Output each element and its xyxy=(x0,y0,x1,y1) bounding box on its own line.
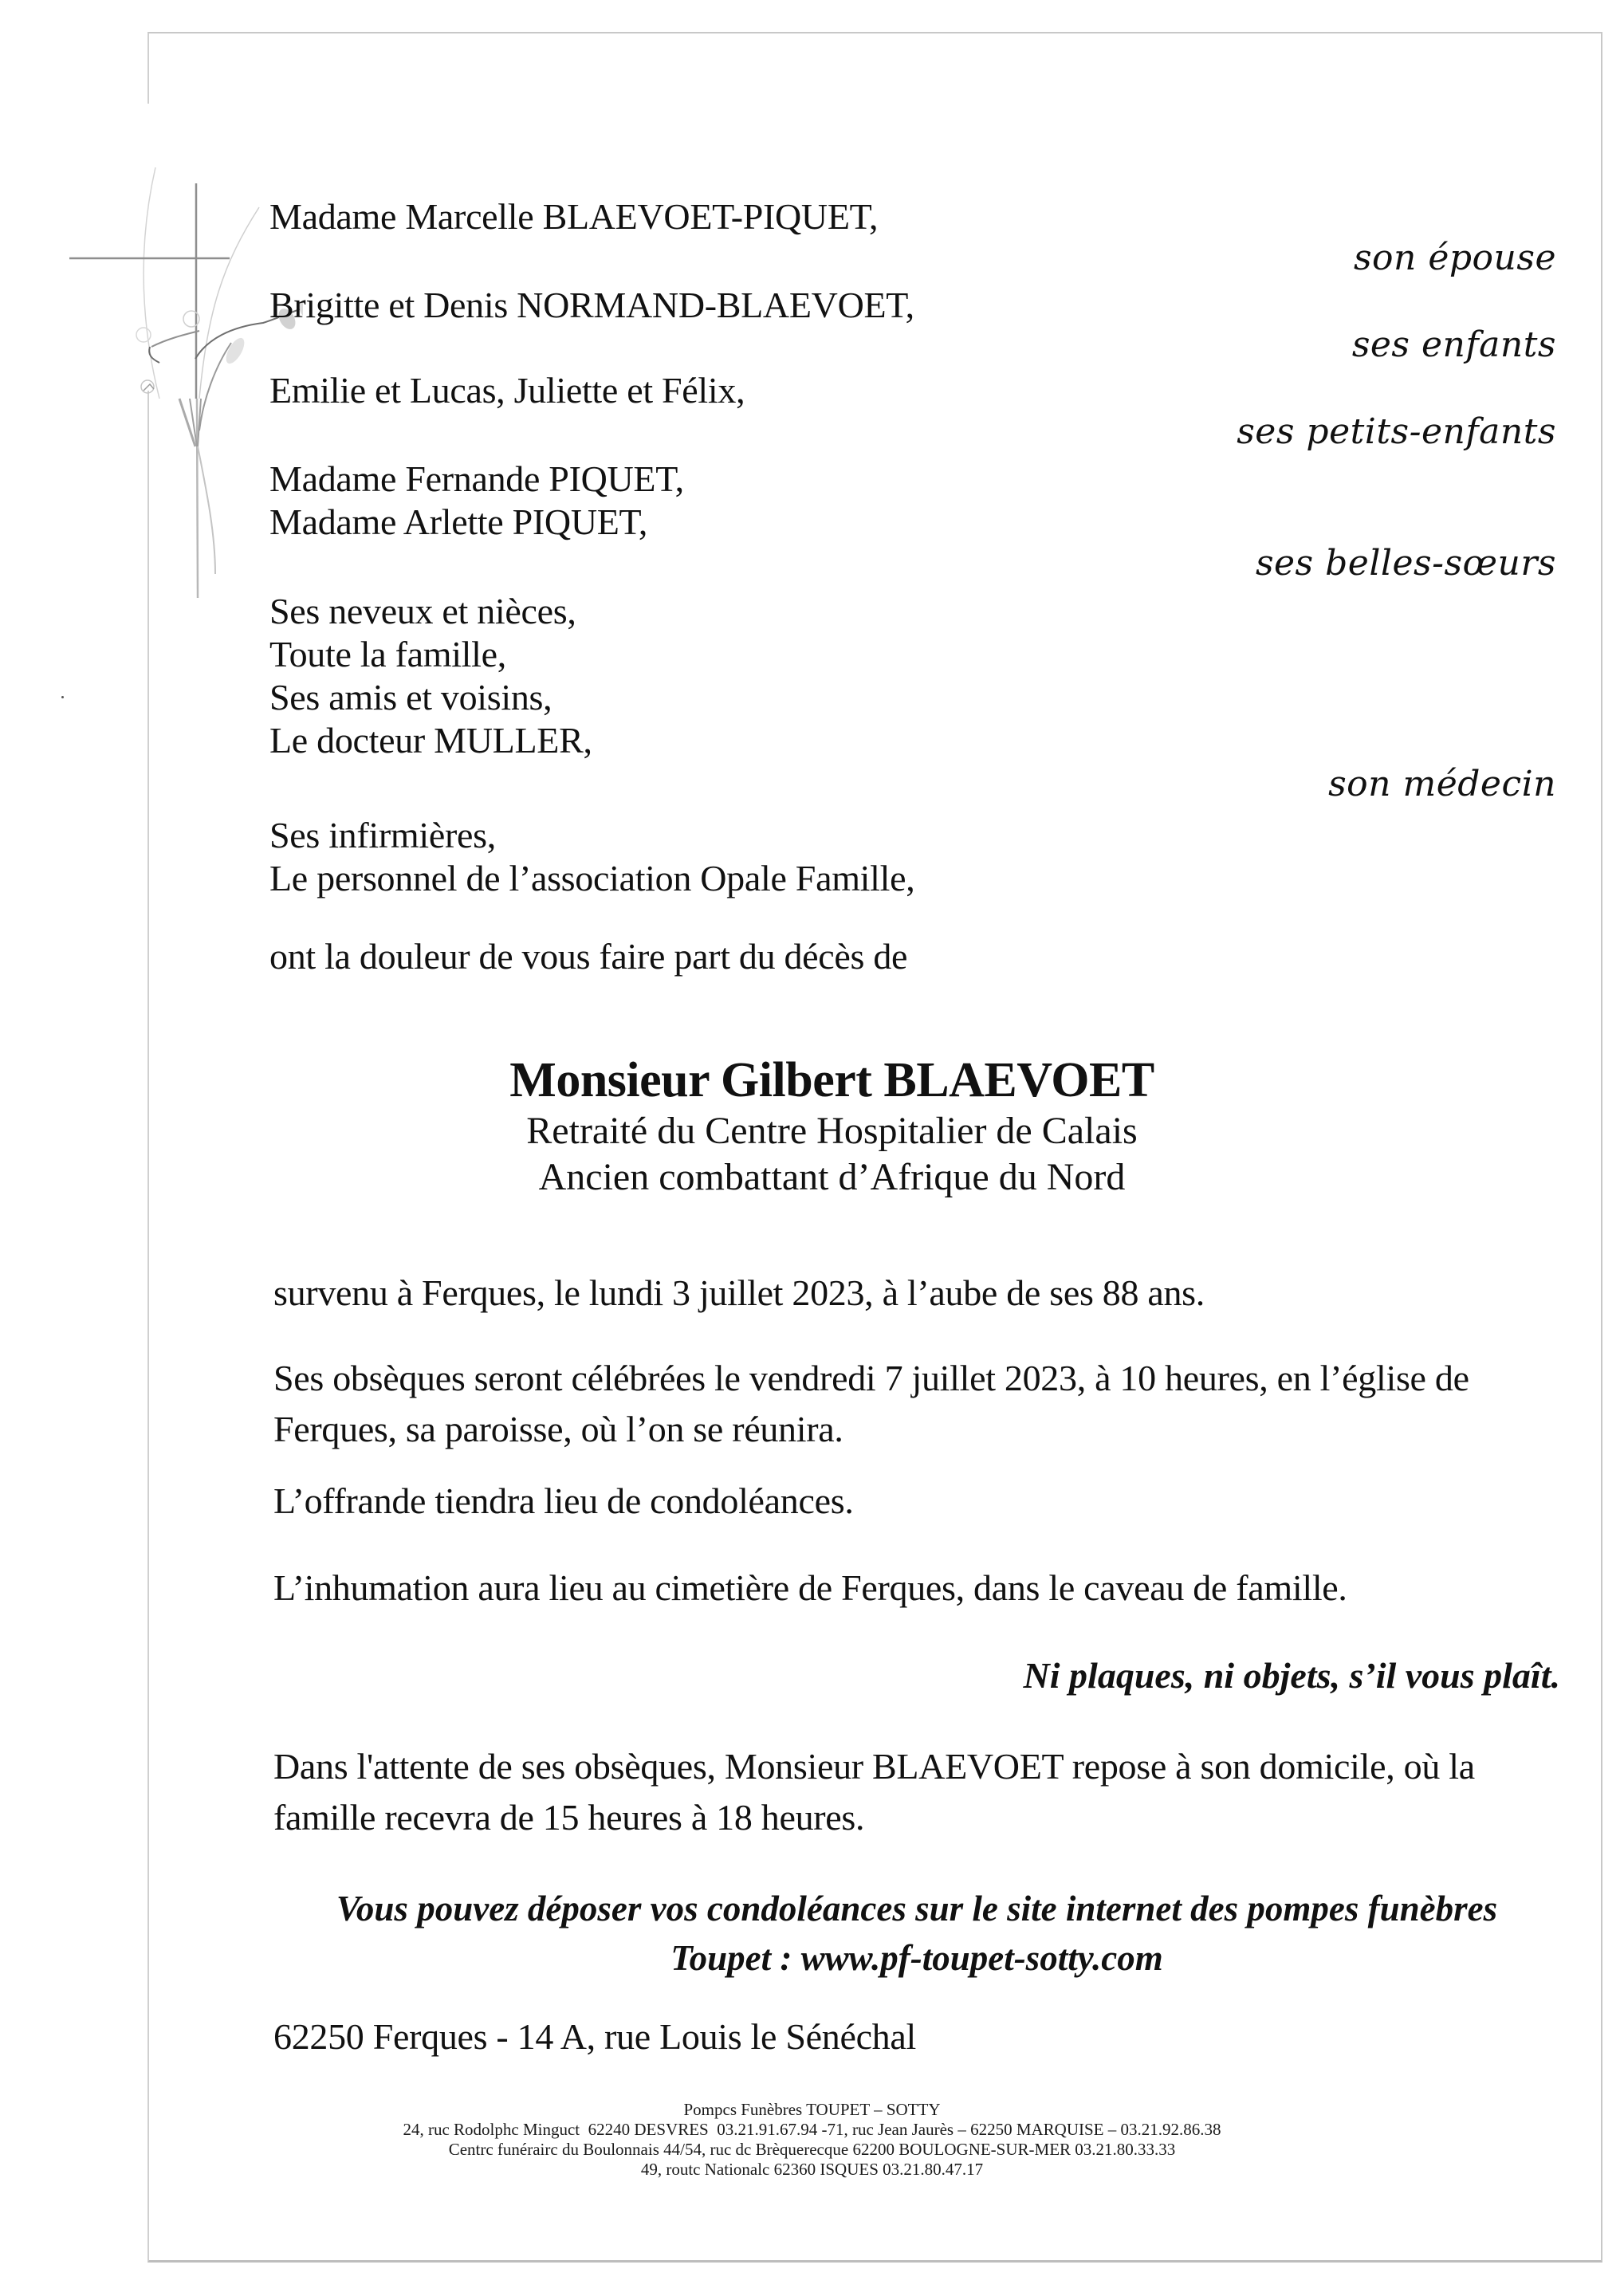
family-nephews: Ses neveux et nièces, xyxy=(269,591,576,631)
funeral-home-footer xyxy=(0,2100,1624,2180)
family-friends: Ses amis et voisins, xyxy=(269,677,552,718)
cross-with-lilies-icon xyxy=(48,159,303,606)
website-notice-line1: Vous pouvez déposer vos condoléances sur le site internet des pompes funèbres xyxy=(336,1889,1498,1928)
role-sisters-in-law: ses belles-sœurs xyxy=(1255,543,1556,584)
role-grandchildren: ses petits-enfants xyxy=(1237,411,1556,452)
family-all: Toute la famille, xyxy=(269,634,506,674)
role-children: ses enfants xyxy=(1351,324,1556,365)
footer-address-3: 49, routc Nationalc 62360 ISQUES 03.21.80.47.17 xyxy=(640,2160,984,2179)
website-notice-line2[interactable]: Toupet : www.pf-toupet-sotty.com xyxy=(670,1938,1163,1978)
deceased-block xyxy=(0,1052,1624,1201)
viewing-notice: Dans l'attente de ses obsèques, Monsieur BLAEVOET repose à son domicile, où la famille recevra de 15 heures à 18 heures. xyxy=(273,1746,1475,1838)
family-association-staff: Le personnel de l’association Opale Famille, xyxy=(269,858,915,898)
family-grandchildren: Emilie et Lucas, Juliette et Félix, xyxy=(269,370,745,411)
scan-speck xyxy=(61,696,64,698)
role-spouse: son épouse xyxy=(1353,238,1556,278)
family-doctor: Le docteur MULLER, xyxy=(269,720,592,761)
website-notice xyxy=(263,1884,1571,1983)
deceased-title-1: Retraité du Centre Hospitalier de Calais xyxy=(526,1110,1138,1152)
funeral-notice: Ses obsèques seront célébrées le vendredi 7 juillet 2023, à 10 heures, en l’église de Ferques, sa paroisse, où l’on se réunira. xyxy=(273,1358,1469,1449)
footer-address-1: 24, ruc Rodolphc Minguct 62240 DESVRES 03.21.91.67.94 -71, ruc Jean Jaurès – 62250 MARQUISE – 03.21.92.86.38 xyxy=(403,2120,1221,2139)
family-nurses: Ses infirmières, xyxy=(269,815,496,855)
family-sister-in-law-2: Madame Arlette PIQUET, xyxy=(269,501,648,542)
no-plaques-request: Ni plaques, ni objets, s’il vous plaît. xyxy=(1023,1655,1560,1696)
death-notice: survenu à Ferques, le lundi 3 juillet 2023, à l’aube de ses 88 ans. xyxy=(273,1272,1205,1313)
deceased-title-2: Ancien combattant d’Afrique du Nord xyxy=(538,1156,1126,1198)
deceased-name: Monsieur Gilbert BLAEVOET xyxy=(509,1053,1154,1107)
announcement-text: ont la douleur de vous faire part du décès de xyxy=(269,936,908,977)
footer-address-2: Centrc funérairc du Boulonnais 44/54, ruc dc Brèquerecque 62200 BOULOGNE-SUR-MER 03.21.80.33.33 xyxy=(448,2140,1176,2159)
role-doctor: son médecin xyxy=(1328,764,1556,804)
footer-company: Pompcs Funèbres TOUPET – SOTTY xyxy=(683,2100,941,2119)
burial-notice: L’inhumation aura lieu au cimetière de Ferques, dans le caveau de famille. xyxy=(273,1567,1347,1608)
family-spouse: Madame Marcelle BLAEVOET-PIQUET, xyxy=(269,196,879,237)
offering-notice: L’offrande tiendra lieu de condoléances. xyxy=(273,1480,854,1521)
family-children: Brigitte et Denis NORMAND-BLAEVOET, xyxy=(269,285,914,325)
home-address: 62250 Ferques - 14 A, rue Louis le Sénéchal xyxy=(273,2016,916,2057)
family-sister-in-law-1: Madame Fernande PIQUET, xyxy=(269,458,684,499)
